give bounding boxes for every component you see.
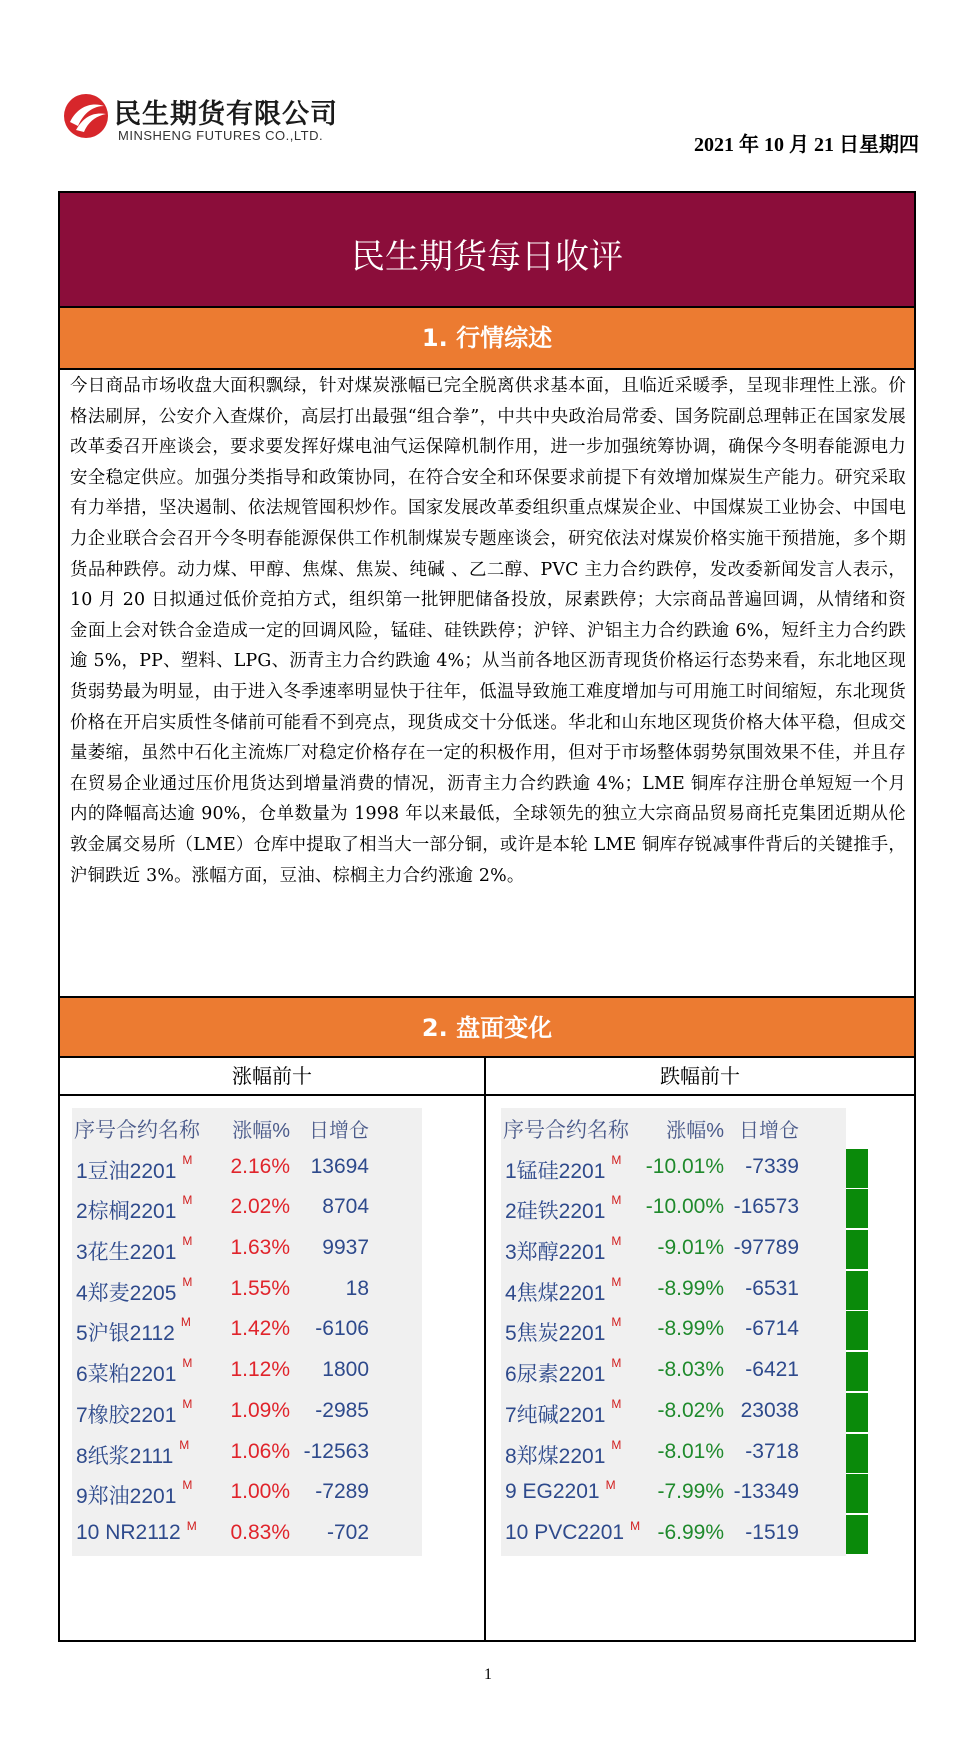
main-contract-mark: M [630, 1518, 641, 1533]
report-date: 2021 年 10 月 21 日星期四 [694, 134, 919, 156]
table-row [72, 1230, 480, 1271]
top-gainers-title: 涨幅前十 [60, 1058, 484, 1096]
contract-name: 10 PVC2201 $^M$ [505, 1518, 641, 1544]
main-contract-mark: M [182, 1274, 193, 1289]
open-interest-change: 18 [345, 1276, 369, 1300]
main-contract-mark: M [179, 1437, 190, 1452]
section-title: 2. 盘面变化 [421, 1014, 553, 1042]
column-header-pct: 涨幅% [232, 1120, 290, 1142]
open-interest-change: -16573 [733, 1195, 799, 1219]
change-percent: -10.00% [645, 1195, 724, 1219]
main-contract-mark: M [182, 1396, 193, 1411]
open-interest-change: 9937 [322, 1236, 369, 1260]
column-header-name: 序号合约名称 [503, 1119, 629, 1142]
company-logo-icon [62, 92, 110, 140]
column-header-pct: 涨幅% [666, 1120, 724, 1142]
contract-name: 1豆油2201 $^M$ [76, 1152, 193, 1183]
change-percent: -9.01% [657, 1236, 724, 1260]
change-percent: -10.01% [645, 1154, 724, 1178]
contract-name: 3郑醇2201 $^M$ [505, 1234, 622, 1265]
open-interest-change: -1519 [745, 1520, 799, 1544]
decline-bar [846, 1352, 868, 1391]
contract-name: 5焦炭2201 $^M$ [505, 1315, 622, 1346]
table-row [501, 1149, 909, 1190]
column-header-oi: 日增仓 [739, 1120, 799, 1142]
contract-name: 8郑煤2201 $^M$ [505, 1437, 622, 1468]
open-interest-change: -6531 [745, 1276, 799, 1300]
contract-name: 10 NR2112 $^M$ [76, 1518, 197, 1544]
main-contract-mark: M [182, 1152, 193, 1167]
main-contract-mark: M [611, 1315, 622, 1330]
contract-name: 7橡胶2201 $^M$ [76, 1396, 193, 1427]
table-row [501, 1474, 909, 1515]
table-row [72, 1189, 480, 1230]
table-header-row [72, 1108, 480, 1149]
top-gainers-table [72, 1108, 480, 1556]
change-percent: 1.00% [230, 1480, 290, 1504]
open-interest-change: -3718 [745, 1439, 799, 1463]
change-percent: -8.03% [657, 1358, 724, 1382]
open-interest-change: 1800 [322, 1358, 369, 1382]
main-contract-mark: M [182, 1478, 193, 1493]
change-percent: 2.02% [230, 1195, 290, 1219]
decline-bar [846, 1515, 868, 1554]
column-header-name: 序号合约名称 [74, 1119, 200, 1142]
change-percent: 1.06% [230, 1439, 290, 1463]
company-name-en: MINSHENG FUTURES CO.,LTD. [118, 128, 324, 143]
contract-name: 2棕榈2201 $^M$ [76, 1193, 193, 1224]
table-row [72, 1352, 480, 1393]
report-frame [58, 191, 916, 1642]
main-contract-mark: M [611, 1193, 622, 1208]
top-losers-panel [486, 1058, 914, 1640]
section-market-changes-header [60, 996, 914, 1058]
table-row [501, 1393, 909, 1434]
contract-name: 8纸浆2111 $^M$ [76, 1437, 190, 1468]
main-contract-mark: M [180, 1315, 191, 1330]
decline-bar [846, 1230, 868, 1269]
table-row [501, 1230, 909, 1271]
open-interest-change: -12563 [303, 1439, 369, 1463]
top-gainers-panel [60, 1058, 486, 1640]
change-percent: -6.99% [657, 1520, 724, 1544]
contract-name: 2硅铁2201 $^M$ [505, 1193, 622, 1224]
open-interest-change: 23038 [740, 1398, 799, 1422]
column-header-oi: 日增仓 [309, 1120, 369, 1142]
table-header-row [501, 1108, 909, 1149]
contract-name: 9郑油2201 $^M$ [76, 1478, 193, 1509]
table-row [72, 1393, 480, 1434]
table-row [501, 1434, 909, 1475]
table-row [501, 1311, 909, 1352]
contract-name: 5沪银2112 $^M$ [76, 1315, 191, 1346]
open-interest-change: -702 [326, 1520, 369, 1544]
open-interest-change: -2985 [315, 1398, 369, 1422]
change-percent: 1.63% [230, 1236, 290, 1260]
decline-bar [846, 1311, 868, 1350]
open-interest-change: -97789 [733, 1236, 799, 1260]
table-row [72, 1271, 480, 1312]
main-contract-mark: M [182, 1193, 193, 1208]
decline-bar [846, 1149, 868, 1188]
contract-name: 1锰硅2201 $^M$ [505, 1152, 622, 1183]
main-contract-mark: M [611, 1437, 622, 1452]
table-row [72, 1515, 480, 1556]
company-logo [62, 88, 362, 148]
open-interest-change: -6714 [745, 1317, 799, 1341]
main-contract-mark: M [605, 1478, 616, 1493]
open-interest-change: -6106 [315, 1317, 369, 1341]
change-percent: -8.02% [657, 1398, 724, 1422]
table-row [72, 1311, 480, 1352]
report-banner [60, 193, 914, 308]
change-percent: 1.12% [230, 1358, 290, 1382]
open-interest-change: 13694 [310, 1154, 369, 1178]
company-name-cn: 民生期货有限公司 [114, 99, 338, 130]
open-interest-change: -13349 [733, 1480, 799, 1504]
market-summary-text: 今日商品市场收盘大面积飘绿，针对煤炭涨幅已完全脱离供求基本面，且临近采暖季，呈现非理性上涨。价格法刷屏，公安介入查煤价，高层打出最强“组合拳”，中共中央政治局常委、国务院副总理韩正在国家发展改革委召开座谈会，要求要发挥好煤电油气运保障机制作用，进一步加强统筹协调，确保今冬明春能源电力安全稳定供应。加强分类指导和政策协同，在符合安全和环保要求前提下有效增加煤炭生产能力。研究采取有力举措，坚决遏制、依法规管囤积炒作。国家发展改革委组织重点煤炭企业、中国煤炭工业协会、中国电力企业联合会召开今冬明春能源保供工作机制煤炭专题座谈会，研究依法对煤炭价格实施干预措施，多个期货品种跌停。动力煤、甲醇、焦煤、焦炭、纯碱 、乙二醇、PVC 主力合约跌停，发改委新闻发言人表示，10 月 20 日拟通过低价竞拍方式，组织第一批钾肥储备投放，尿素跌停；大宗商品普遍回调，从情绪和资金面上会对铁合金造成一定的回调风险，锰硅、硅铁跌停；沪锌、沪铝主力合约跌逾 6%，短纤主力合约跌逾 5%，PP、塑料、LPG、沥青主力合约跌逾 4%；从当前各地区沥青现货价格运行态势来看，东北地区现货弱势最为明显，由于进入冬季速率明显快于往年，低温导致施工难度增加与可用施工时间缩短，东北现货价格在开启实质性冬储前可能看不到亮点，现货成交十分低迷。华北和山东地区现货价格大体平稳，但成交量萎缩，虽然中石化主流炼厂对稳定价格存在一定的积极作用，但对于市场整体弱势氛围效果不佳，并且存在贸易企业通过压价甩货达到增量消费的情况，沥青主力合约跌逾 4%；LME 铜库存注册仓单短短一个月内的降幅高达逾 90%，仓单数量为 1998 年以来最低，全球领先的独立大宗商品贸易商托克集团近期从伦敦金属交易所（LME）仓库中提取了相当大一部分铜，或许是本轮 LME 铜库存锐减事件背后的关键推手，沪铜跌近 3%。涨幅方面，豆油、棕榈主力合约涨逾 2%。 [70, 376, 906, 886]
section-market-overview-header [60, 308, 914, 370]
change-percent: 1.55% [230, 1276, 290, 1300]
open-interest-change: -7339 [745, 1154, 799, 1178]
table-row [501, 1515, 909, 1556]
open-interest-change: 8704 [322, 1195, 369, 1219]
table-row [501, 1189, 909, 1230]
table-row [72, 1434, 480, 1475]
table-row [72, 1474, 480, 1515]
decline-bar [846, 1393, 868, 1432]
change-percent: 2.16% [230, 1154, 290, 1178]
main-contract-mark: M [611, 1274, 622, 1289]
main-contract-mark: M [611, 1152, 622, 1167]
change-percent: 0.83% [230, 1520, 290, 1544]
change-percent: 1.42% [230, 1317, 290, 1341]
decline-bar [846, 1434, 868, 1473]
open-interest-change: -7289 [315, 1480, 369, 1504]
contract-name: 4焦煤2201 $^M$ [505, 1274, 622, 1305]
change-percent: -7.99% [657, 1480, 724, 1504]
open-interest-change: -6421 [745, 1358, 799, 1382]
contract-name: 6尿素2201 $^M$ [505, 1356, 622, 1387]
change-percent: -8.99% [657, 1317, 724, 1341]
change-percent: -8.99% [657, 1276, 724, 1300]
main-contract-mark: M [611, 1356, 622, 1371]
contract-name: 7纯碱2201 $^M$ [505, 1396, 622, 1427]
main-contract-mark: M [186, 1518, 197, 1533]
decline-bar [846, 1189, 868, 1228]
table-row [501, 1271, 909, 1312]
main-contract-mark: M [611, 1234, 622, 1249]
decline-bar [846, 1271, 868, 1310]
top-losers-title: 跌幅前十 [486, 1058, 914, 1096]
contract-name: 9 EG2201 $^M$ [505, 1478, 616, 1504]
decline-bar [846, 1474, 868, 1513]
contract-name: 4郑麦2205 $^M$ [76, 1274, 193, 1305]
table-row [72, 1149, 480, 1190]
main-contract-mark: M [182, 1234, 193, 1249]
section-title: 1. 行情综述 [421, 324, 553, 352]
contract-name: 3花生2201 $^M$ [76, 1234, 193, 1265]
top-losers-table [501, 1108, 909, 1556]
change-percent: 1.09% [230, 1398, 290, 1422]
page-number: 1 [484, 1666, 492, 1683]
change-percent: -8.01% [657, 1439, 724, 1463]
main-contract-mark: M [611, 1396, 622, 1411]
main-contract-mark: M [182, 1356, 193, 1371]
contract-name: 6菜粕2201 $^M$ [76, 1356, 193, 1387]
table-row [501, 1352, 909, 1393]
report-title: 民生期货每日收评 [351, 237, 623, 277]
